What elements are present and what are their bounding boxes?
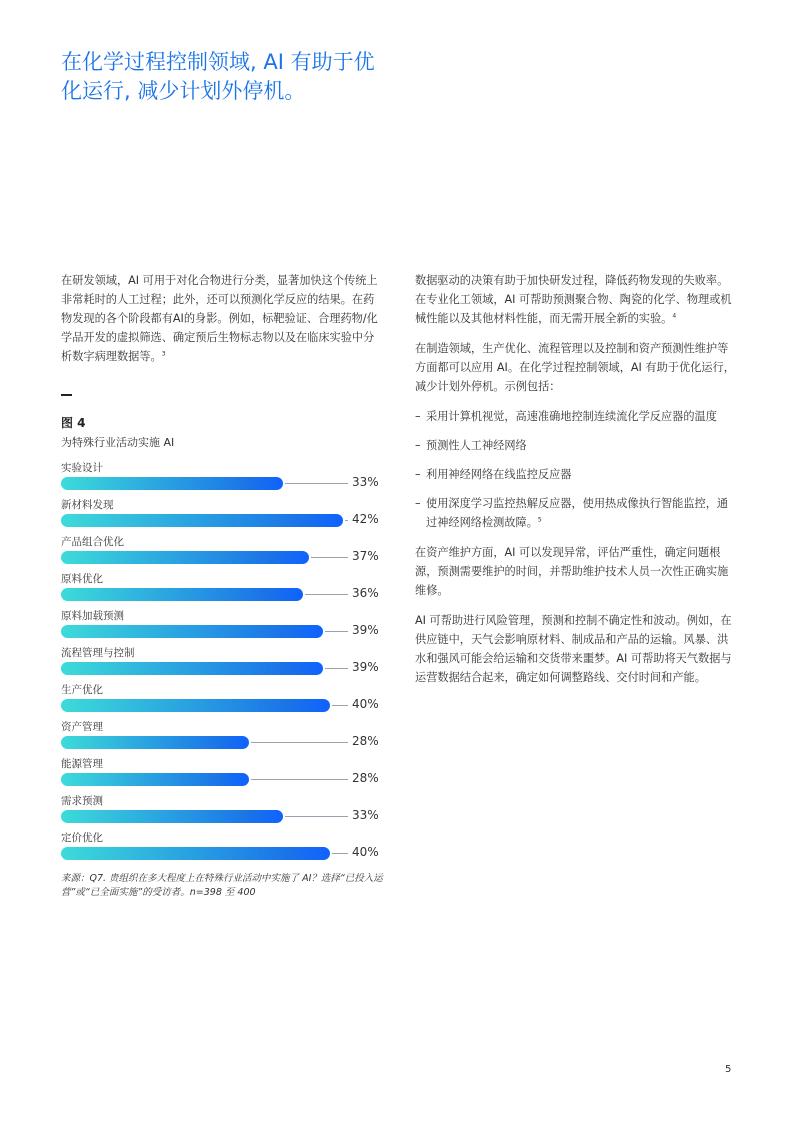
- bar-leader-line: [345, 520, 348, 521]
- bar: [61, 773, 249, 786]
- list-item-text: 利用神经网络在线监控反应器: [426, 468, 572, 481]
- paragraph-manufacturing: 在制造领域，生产优化、流程管理以及控制和资产预测性维护等方面都可以应用 AI。在化学过程控制领域，AI 有助于优化运行，减少计划外停机。示例包括：: [415, 342, 735, 393]
- page-headline: 在化学过程控制领域, AI 有助于优化运行, 减少计划外停机。: [61, 50, 375, 103]
- bar-leader-line: [251, 779, 348, 780]
- list-item-text: 采用计算机视觉，高速准确地控制连续流化学反应器的温度: [426, 410, 717, 423]
- bar-category-label: 流程管理与控制: [61, 647, 135, 659]
- paragraph-rd-text: 数据驱动的决策有助于加快研发过程，降低药物发现的失败率。在专业化工领域，AI 可帮助预测聚合物、陶瓷的化学、物理或机械性能以及其他材料性能，而无需开展全新的实验。: [415, 274, 732, 325]
- chart-row: [61, 495, 381, 532]
- list-item: [415, 407, 737, 426]
- list-item-text: 预测性人工神经网络: [426, 439, 527, 452]
- bar-category-label: 新材料发现: [61, 499, 114, 511]
- bar: [61, 736, 249, 749]
- bar-leader-line: [332, 705, 348, 706]
- chart-row: [61, 717, 381, 754]
- bar-value-label: 37%: [352, 549, 379, 563]
- bar-value-label: 36%: [352, 586, 379, 600]
- bar-leader-line: [325, 668, 348, 669]
- bar-category-label: 原料优化: [61, 573, 103, 585]
- bar-leader-line: [305, 594, 348, 595]
- chart-row: [61, 680, 381, 717]
- chart-row: [61, 828, 381, 865]
- bar-category-label: 定价优化: [61, 832, 103, 844]
- bar-category-label: 生产优化: [61, 684, 103, 696]
- chart-row: [61, 791, 381, 828]
- list-item: [415, 494, 737, 532]
- bar-category-label: 产品组合优化: [61, 536, 124, 548]
- footnote-ref-5[interactable]: 5: [537, 516, 542, 524]
- section-divider: [61, 394, 72, 396]
- chart-row: [61, 643, 381, 680]
- dash-bullet-icon: –: [415, 439, 421, 452]
- chart-row: [61, 754, 381, 791]
- bar-value-label: 39%: [352, 623, 379, 637]
- figure-number: 图 4: [61, 416, 86, 430]
- dash-bullet-icon: –: [415, 497, 421, 510]
- figure-source-note: 来源：Q7. 贵组织在多大程度上在特殊行业活动中实施了 AI？选择“已投入运营”或“已全面实施”的受访者。n=398 至 400: [61, 873, 383, 898]
- chart-row: [61, 569, 381, 606]
- bar-value-label: 39%: [352, 660, 379, 674]
- bar-value-label: 33%: [352, 808, 379, 822]
- bar: [61, 810, 283, 823]
- bar: [61, 625, 323, 638]
- bar: [61, 847, 330, 860]
- bar-category-label: 能源管理: [61, 758, 103, 770]
- intro-text: 在研发领域，AI 可用于对化合物进行分类，显著加快这个传统上非常耗时的人工过程；此外，还可以预测化学反应的结果。在药物发现的各个阶段都有AI的身影。例如，标靶验证、合理药物/化学品开发的虚拟筛选、确定预后生物标志物以及在临床实验中分析数字病理数据等。: [61, 274, 378, 363]
- bar-chart: [61, 458, 381, 865]
- bar: [61, 551, 309, 564]
- dash-bullet-icon: –: [415, 468, 421, 481]
- list-item: [415, 465, 737, 484]
- bar-category-label: 实验设计: [61, 462, 103, 474]
- footnote-ref-3[interactable]: 3: [161, 350, 166, 358]
- bar: [61, 514, 343, 527]
- bar-category-label: 资产管理: [61, 721, 103, 733]
- paragraph-rd-decisions: [415, 271, 737, 328]
- chart-row: [61, 606, 381, 643]
- chart-row: [61, 532, 381, 569]
- figure-subtitle: 为特殊行业活动实施 AI: [61, 436, 175, 449]
- bar: [61, 477, 283, 490]
- bar-leader-line: [285, 816, 348, 817]
- page-number: 5: [725, 1064, 732, 1075]
- bar-value-label: 40%: [352, 697, 379, 711]
- left-column: [61, 271, 381, 450]
- dash-bullet-icon: –: [415, 410, 421, 423]
- paragraph-asset-maintenance: 在资产维护方面，AI 可以发现异常，评估严重性，确定问题根源，预测需要维护的时间，并帮助维护技术人员一次性正确实施维修。: [415, 546, 729, 597]
- examples-list: [415, 407, 737, 532]
- bar-value-label: 42%: [352, 512, 379, 526]
- bar-leader-line: [285, 483, 348, 484]
- bar-value-label: 40%: [352, 845, 379, 859]
- right-column: [415, 271, 737, 698]
- bar-value-label: 33%: [352, 475, 379, 489]
- list-item-text: 使用深度学习监控热解反应器，使用热成像执行智能监控，通过神经网络检测故障。: [426, 497, 729, 529]
- bar-leader-line: [311, 557, 348, 558]
- bar-leader-line: [251, 742, 348, 743]
- bar-leader-line: [332, 853, 348, 854]
- intro-paragraph: [61, 271, 381, 366]
- bar-category-label: 原料加载预测: [61, 610, 124, 622]
- bar-leader-line: [325, 631, 348, 632]
- footnote-ref-4[interactable]: 4: [672, 312, 677, 320]
- bar: [61, 662, 323, 675]
- bar-category-label: 需求预测: [61, 795, 103, 807]
- bar: [61, 699, 330, 712]
- bar-value-label: 28%: [352, 771, 379, 785]
- bar-value-label: 28%: [352, 734, 379, 748]
- bar: [61, 588, 303, 601]
- paragraph-risk-management: AI 可帮助进行风险管理，预测和控制不确定性和波动。例如，在供应链中，天气会影响原材料、制成品和产品的运输。风暴、洪水和强风可能会给运输和交货带来噩梦。AI 可帮助将天气数据与运营数据结合起来，确定如何调整路线、交付时间和产能。: [415, 614, 732, 684]
- chart-row: [61, 458, 381, 495]
- list-item: [415, 436, 737, 455]
